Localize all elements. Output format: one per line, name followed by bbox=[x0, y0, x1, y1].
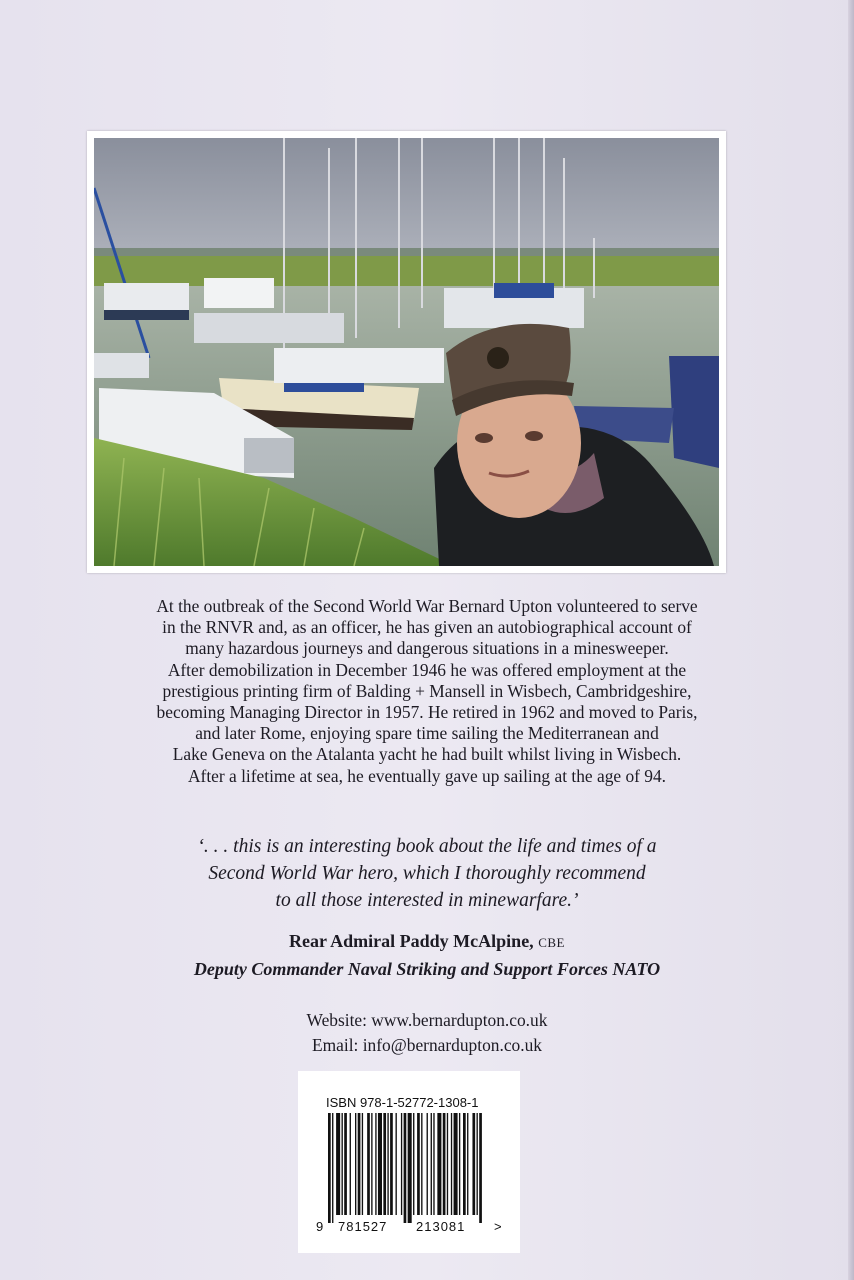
barcode-bar bbox=[404, 1113, 407, 1223]
reviewer-postnominal: CBE bbox=[538, 935, 565, 950]
barcode-bar bbox=[479, 1113, 482, 1223]
quote-line: to all those interested in minewarfare.’ bbox=[275, 890, 579, 911]
barcode-bar bbox=[451, 1113, 452, 1215]
blurb-line: prestigious printing firm of Balding + Mansell in Wisbech, Cambridgeshire, bbox=[162, 680, 692, 701]
email-text: Email: info@bernardupton.co.uk bbox=[312, 1035, 542, 1055]
barcode-bar bbox=[437, 1113, 441, 1215]
barcode-bar bbox=[463, 1113, 466, 1215]
blurb-line: many hazardous journeys and dangerous situations in a minesweeper. bbox=[185, 638, 669, 659]
barcode-bar bbox=[387, 1113, 388, 1215]
barcode-bar bbox=[355, 1113, 356, 1215]
barcode-bar bbox=[427, 1113, 428, 1215]
barcode-bar bbox=[342, 1113, 343, 1215]
book-blurb bbox=[80, 596, 774, 787]
barcode-left-digits: 781527 bbox=[338, 1219, 388, 1234]
barcode-bar bbox=[472, 1113, 475, 1215]
barcode-bar bbox=[383, 1113, 386, 1215]
review-quote bbox=[80, 833, 774, 914]
barcode-bar bbox=[459, 1113, 460, 1215]
isbn-label: ISBN 978-1-52772-1308-1 bbox=[326, 1095, 479, 1110]
quote-attribution bbox=[80, 928, 774, 983]
marina-scene-image bbox=[94, 138, 719, 566]
barcode-bar bbox=[390, 1113, 393, 1215]
barcode-bar bbox=[375, 1113, 376, 1215]
barcode-bar bbox=[336, 1113, 340, 1215]
barcode-bar bbox=[413, 1113, 414, 1215]
barcode-bar bbox=[467, 1113, 468, 1215]
website-text: Website: www.bernardupton.co.uk bbox=[306, 1010, 548, 1030]
barcode-bar bbox=[358, 1113, 361, 1215]
blurb-line: At the outbreak of the Second World War Bernard Upton volunteered to serve bbox=[156, 596, 698, 616]
blurb-line: After a lifetime at sea, he eventually gave up sailing at the age of 94. bbox=[187, 765, 667, 786]
barcode-bar bbox=[443, 1113, 446, 1215]
quote-line: Second World War hero, which I thoroughly recommend bbox=[208, 863, 646, 884]
barcode-lead-digit: 9 bbox=[316, 1219, 324, 1234]
blurb-line: and later Rome, enjoying spare time sailing the Mediterranean and bbox=[195, 723, 659, 744]
reviewer-name: Rear Admiral Paddy McAlpine, bbox=[289, 931, 534, 951]
barcode-right-digits: 213081 bbox=[416, 1219, 466, 1234]
barcode-bar bbox=[408, 1113, 412, 1223]
blurb-line: in the RNVR and, as an officer, he has given an autobiographical account of bbox=[162, 617, 692, 638]
barcode-bar bbox=[362, 1113, 363, 1215]
photo-frame bbox=[87, 131, 726, 573]
barcode-bar bbox=[396, 1113, 397, 1215]
reviewer-role: Deputy Commander Naval Striking and Support Forces NATO bbox=[193, 959, 661, 979]
barcode-marker: > bbox=[494, 1219, 502, 1234]
barcode-bar bbox=[371, 1113, 372, 1215]
blurb-line: After demobilization in December 1946 he was offered employment at the bbox=[167, 659, 687, 680]
blurb-line: becoming Managing Director in 1957. He retired in 1962 and moved to Paris, bbox=[156, 702, 698, 723]
cover-edge bbox=[848, 0, 854, 1280]
barcode-bar bbox=[477, 1113, 478, 1215]
blurb-line: Lake Geneva on the Atalanta yacht he had built whilst living in Wisbech. bbox=[172, 744, 682, 765]
barcode-bar bbox=[367, 1113, 370, 1215]
isbn-barcode bbox=[298, 1071, 520, 1253]
barcode-bar bbox=[454, 1113, 458, 1215]
barcode-bar bbox=[344, 1113, 347, 1215]
contact-info bbox=[80, 1008, 774, 1058]
barcode-bar bbox=[328, 1113, 331, 1223]
barcode-bars bbox=[298, 1071, 520, 1253]
barcode-bar bbox=[332, 1113, 333, 1223]
barcode-bar bbox=[401, 1113, 402, 1215]
harbour-photo bbox=[94, 138, 719, 566]
barcode-bar bbox=[433, 1113, 434, 1215]
barcode-bar bbox=[421, 1113, 422, 1215]
barcode-bar bbox=[350, 1113, 351, 1215]
barcode-bar bbox=[431, 1113, 432, 1215]
barcode-bar bbox=[447, 1113, 448, 1215]
barcode-bar bbox=[417, 1113, 420, 1215]
barcode-bar bbox=[378, 1113, 382, 1215]
quote-line: ‘. . . this is an interesting book about the life and times of a bbox=[197, 836, 657, 857]
